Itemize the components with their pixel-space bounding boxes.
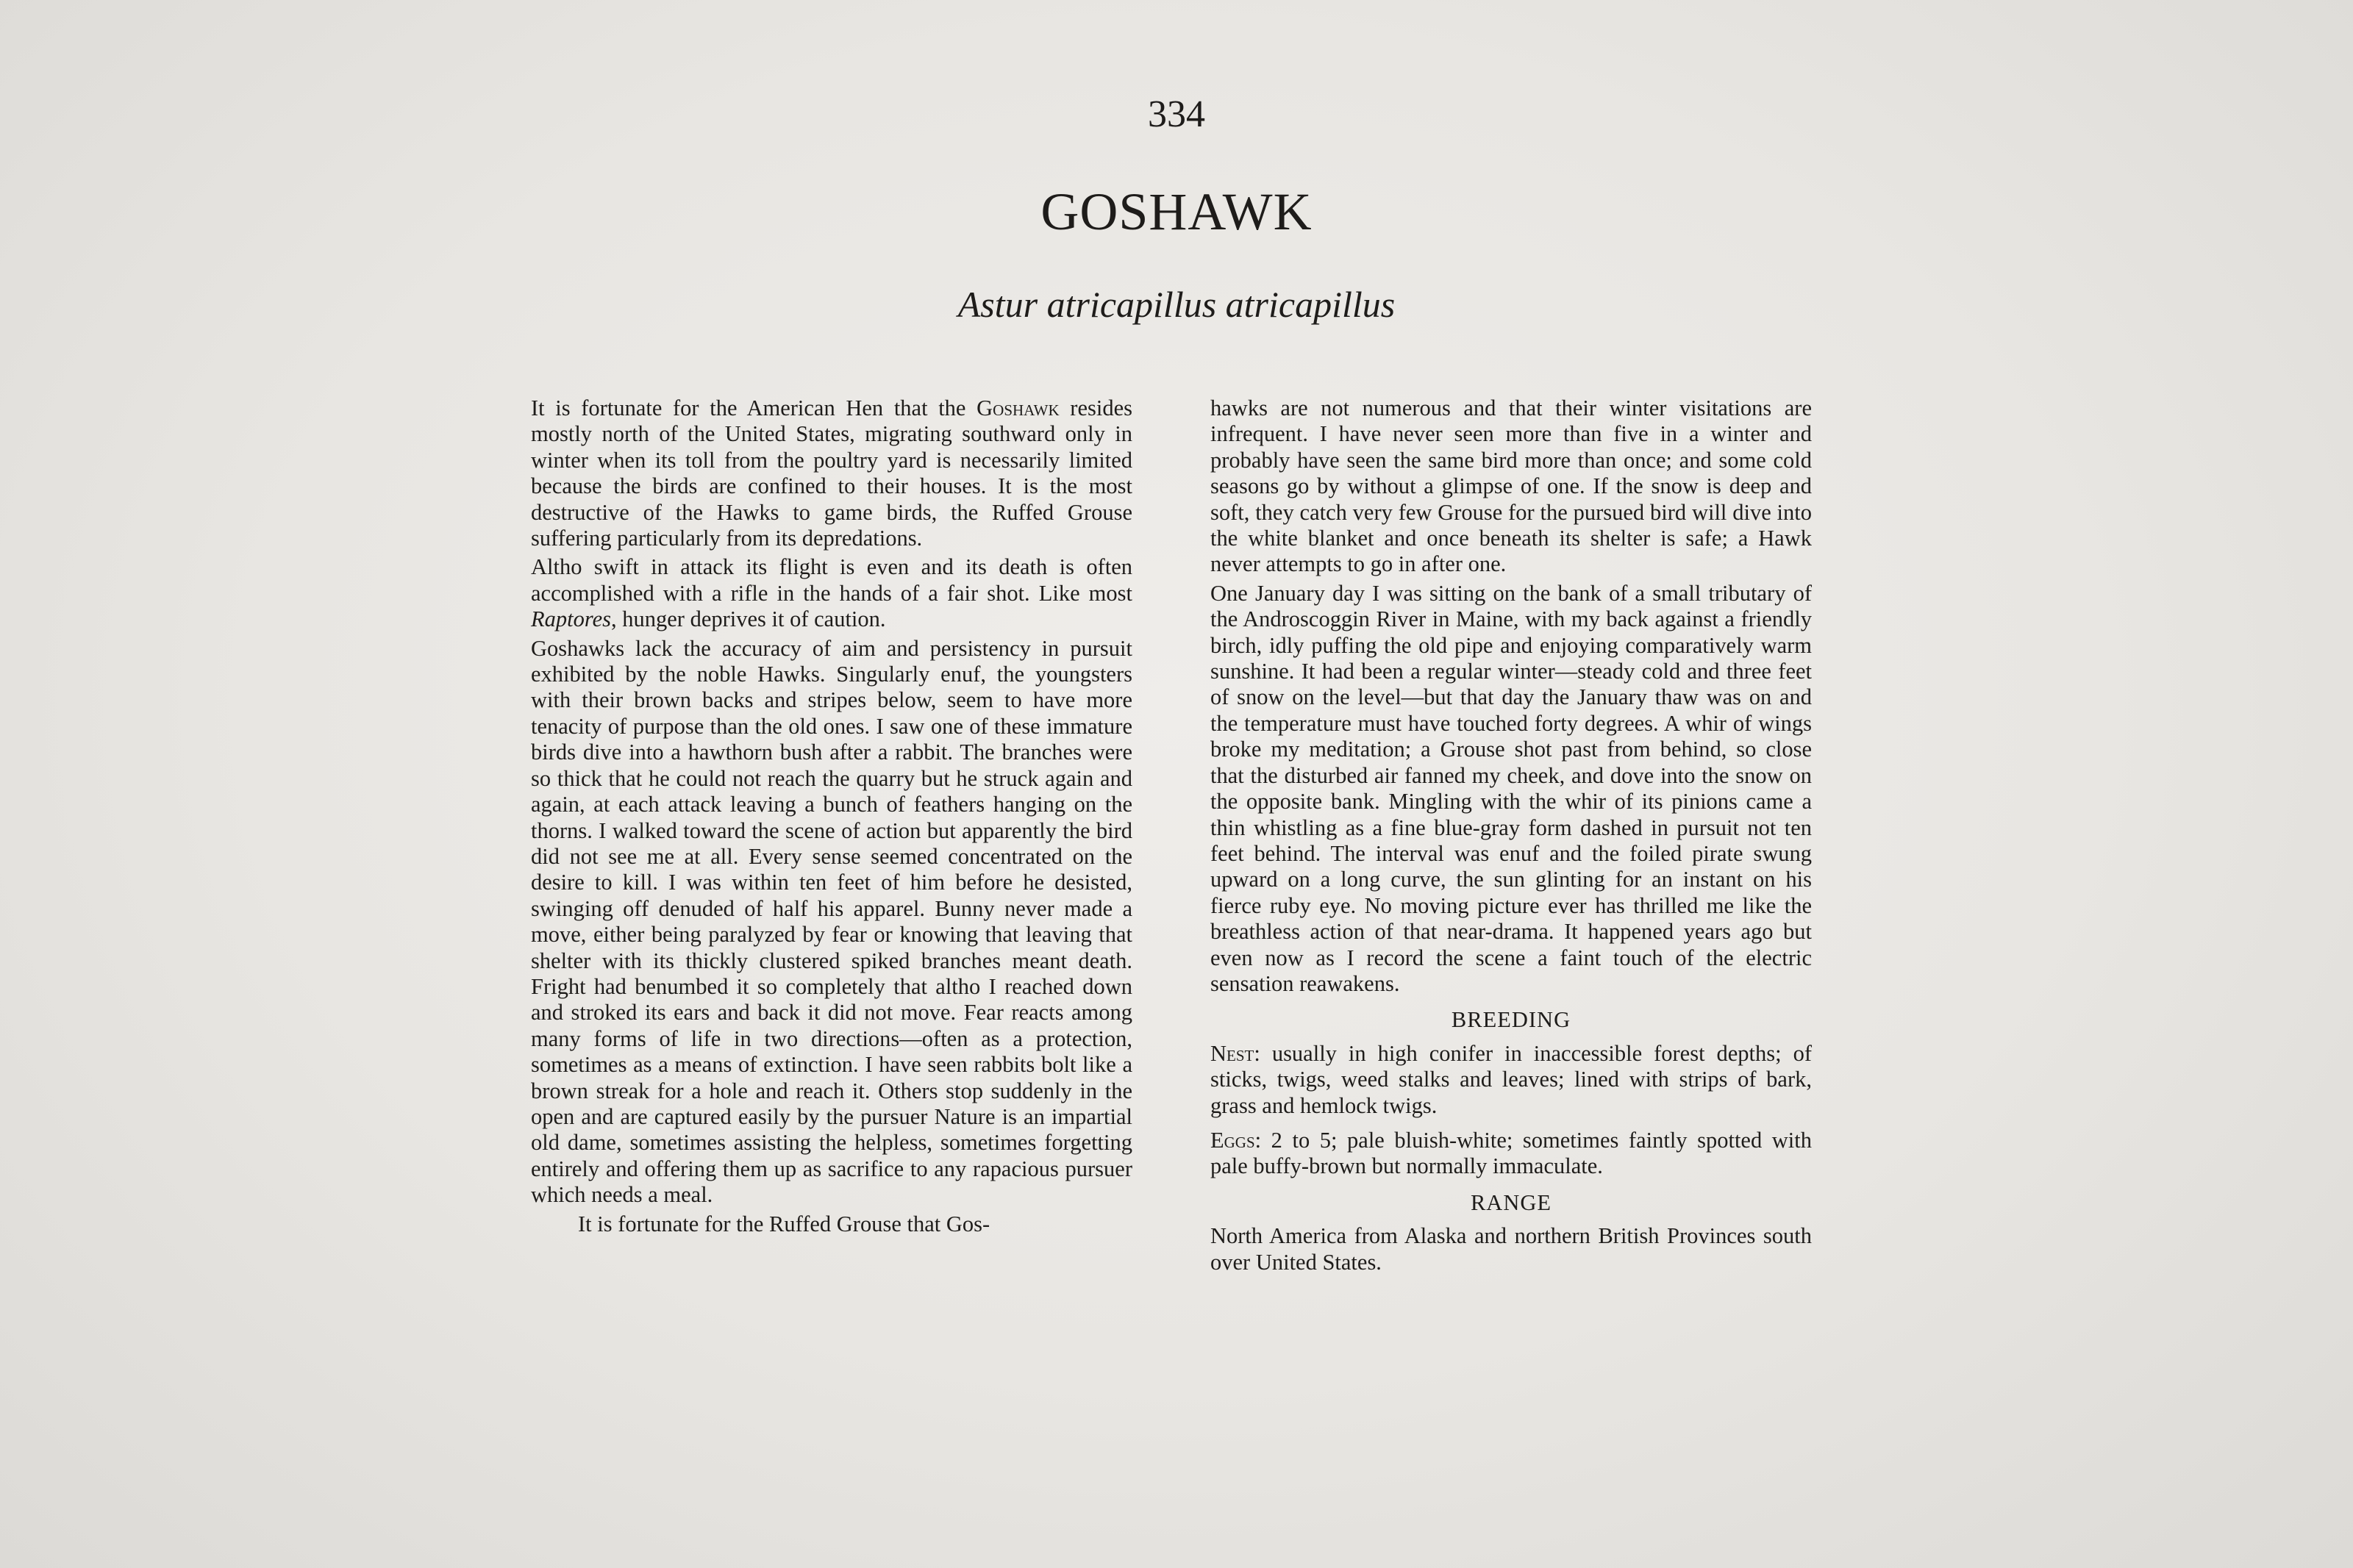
page-number: 334 xyxy=(1148,93,1205,135)
paragraph: One January day I was sitting on the bank of a small tributary of the Androscoggin River in Maine, with my back against a friendly birch, idly puffing the old pipe and enjoying comparatively warm sunshine. It had been a regular winter—steady cold and three feet of snow on the level—but that day the January thaw was on and the temperature must have touched forty degrees. A whir of wings broke my meditation; a Grouse shot past from behind, so close that the disturbed air fanned my cheek, and dove into the snow on the opposite bank. Mingling with the whir of its pinions came a thin whistling as a fine blue-gray form dashed in pursuit not ten feet behind. The interval was enuf and the foiled pirate swung upward on a long curve, the sun glinting for an instant on his fierce ruby eye. No moving picture ever has thrilled me like the breathless action of that near-drama. It happened years ago but even now as I record the scene a faint touch of the electric sensation reawakens. xyxy=(1210,580,1812,996)
small-caps-name: Goshawk xyxy=(976,395,1060,420)
range-text: North America from Alaska and northern British Provinces south over United States. xyxy=(1210,1223,1812,1275)
text-run: It is fortunate for the American Hen that the xyxy=(531,395,977,420)
scientific-name: Astur atricapillus atricapillus xyxy=(957,284,1396,325)
nest-label: Nest xyxy=(1210,1040,1254,1066)
breeding-heading: BREEDING xyxy=(1451,1007,1571,1033)
left-column xyxy=(531,395,1132,1237)
nest-text: : usually in high conifer in inaccessible forest depths; of sticks, twigs, weed stalks and leaves; lined with strips of bark, grass and hemlock twigs. xyxy=(1210,1040,1812,1118)
eggs-text: : 2 to 5; pale bluish-white; sometimes faintly spotted with pale buffy-brown but normally immaculate. xyxy=(1210,1127,1812,1179)
page-title: GOSHAWK xyxy=(1040,182,1313,241)
right-column xyxy=(1210,395,1812,1275)
eggs-label: Eggs xyxy=(1210,1127,1255,1153)
nest-entry xyxy=(1210,1041,1812,1119)
paragraph xyxy=(531,395,1132,551)
text-run: resides mostly north of the United States, migrating southward only in winter when its toll from the poultry yard is necessarily limited because the birds are confined to their houses. It is the most destructive of the Hawks to game birds, the Ruffed Grouse suffering particularly from its depredations. xyxy=(531,395,1132,551)
paragraph: hawks are not numerous and that their winter visitations are infrequent. I have never seen more than five in a winter and probably have seen the same bird more than once; and some cold seasons go by without a glimpse of one. If the snow is deep and soft, they catch very few Grouse for the pursued bird will dive into the white blanket and once beneath its shelter is safe; a Hawk never attempts to go in after one. xyxy=(1210,395,1812,577)
paragraph: Goshawks lack the accuracy of aim and persistency in pursuit exhibited by the noble Hawks. Singularly enuf, the youngsters with their brown backs and stripes below, seem to have more tenacity of purpose than the old ones. I saw one of these immature birds dive into a hawthorn bush after a rabbit. The branches were so thick that he could not reach the quarry but he struck again and again, at each attack leaving a bunch of feathers hanging on the thorns. I walked toward the scene of action but apparently the bird did not see me at all. Every sense seemed concentrated on the desire to kill. I was within ten feet of him before he desisted, swinging off denuded of half his apparel. Bunny never made a move, either being paralyzed by fear or knowing that leaving that shelter with its thickly clustered spiked branches meant death. Fright had benumbed it so completely that altho I reached down and stroked its ears and back it did not move. Fear reacts among many forms of life in two directions—often as a protection, sometimes as a means of extinction. I have seen rabbits bolt like a brown streak for a hole and reach it. Others stop suddenly in the open and are captured easily by the pursuer Nature is an impartial old dame, sometimes assisting the helpless, sometimes forgetting entirely and offering them up as sacrifice to any rapacious pursuer which needs a meal. xyxy=(531,635,1132,1208)
paragraph xyxy=(531,554,1132,632)
text-run: , hunger deprives it of caution. xyxy=(611,606,886,632)
paragraph: It is fortunate for the Ruffed Grouse that Gos- xyxy=(578,1211,990,1236)
range-heading: RANGE xyxy=(1470,1189,1552,1215)
text-run: Altho swift in attack its flight is even and its death is often accomplished with a rifle in the hands of a fair shot. Like most xyxy=(531,554,1132,606)
italic-term: Raptores xyxy=(531,606,611,632)
eggs-entry xyxy=(1210,1128,1812,1180)
